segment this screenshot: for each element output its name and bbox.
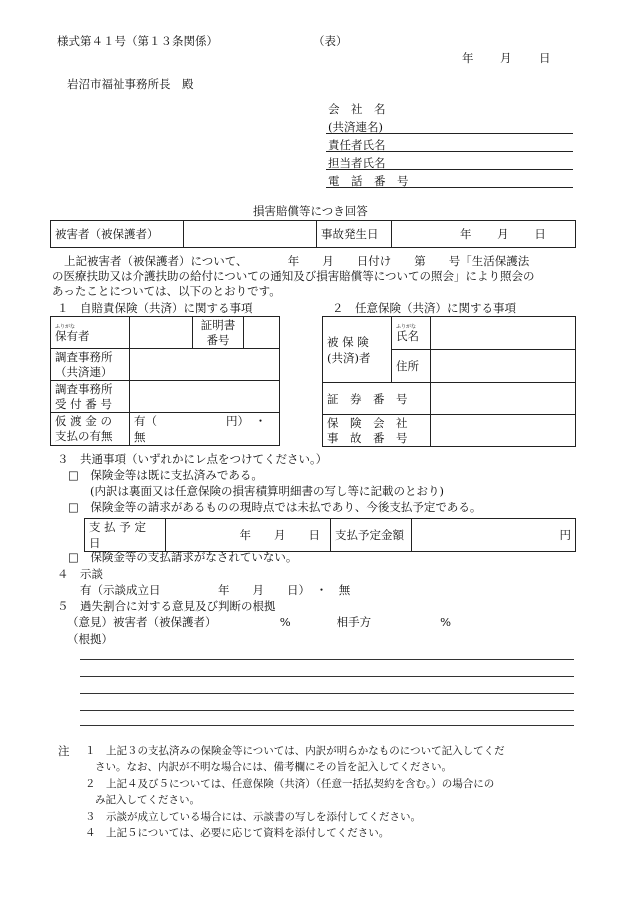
date-day: 日 — [539, 51, 551, 65]
company-label — [323, 415, 431, 447]
settlement-value[interactable]: 有（示談成立日 年 月 日） ・ 無 — [80, 583, 351, 597]
cert-no-label — [193, 317, 244, 349]
accident-month: 月 — [497, 227, 509, 241]
section1-heading: １ 自賠責保険（共済）に関する事項 — [57, 301, 253, 315]
insured-address-value[interactable] — [431, 350, 576, 383]
sender-contact-line — [326, 169, 573, 170]
victim-table — [50, 220, 576, 248]
address-label: 住所 — [392, 350, 431, 383]
sender-responsible-line — [326, 151, 573, 152]
basis-line-4[interactable] — [80, 710, 574, 711]
section2-table — [322, 316, 576, 447]
basis-line-3[interactable] — [80, 693, 574, 694]
check-not-claimed[interactable]: □ 保険金等の支払請求がなされていない。 — [68, 550, 298, 564]
note-1-line-1: １ 上記３の支払済みの保険金等については、内訳が明らかなものについて記入してくだ — [85, 745, 505, 757]
section1-table — [50, 316, 280, 446]
sender-joint-label: (共済連名) — [328, 120, 383, 134]
date-month: 月 — [500, 51, 512, 65]
cert-no-label-1: 証明書 — [200, 317, 236, 332]
sender-company-line — [326, 133, 573, 134]
company-label-2: 事 故 番 号 — [327, 430, 408, 445]
pay-date-label: 支 払 予 定 日 — [85, 519, 166, 552]
section5-heading: ５ 過失割合に対する意見及び判断の根拠 — [57, 599, 276, 613]
note-1-line-2: さい。なお、内訳が不明な場合には、備考欄にその旨を記入してください。 — [95, 761, 452, 773]
holder-value[interactable] — [130, 317, 193, 349]
policy-no-label: 証 券 番 号 — [323, 383, 431, 415]
pay-amount-value[interactable]: 円 — [412, 519, 576, 552]
intro-line-3: あったことについては、以下のとおりです。 — [52, 284, 281, 298]
pay-amount-label: 支払予定金額 — [331, 519, 412, 552]
section3-heading: ３ 共通事項（いずれかにレ点をつけてください。） — [57, 452, 328, 466]
sender-company-label: 会 社 名 — [328, 102, 386, 116]
accident-day: 日 — [534, 227, 546, 241]
office-receipt-label-1: 調査事務所 — [55, 381, 113, 396]
insured-label — [323, 317, 392, 383]
fault-basis-label: （根拠） — [67, 632, 113, 646]
date-year: 年 — [462, 51, 474, 65]
office-receipt-label — [51, 381, 130, 413]
name-ruby: ふりがな — [396, 324, 417, 330]
sender-responsible-label: 責任者氏名 — [328, 138, 386, 152]
notes-label: 注 — [58, 744, 70, 758]
accident-date-label: 事故発生日 — [317, 221, 392, 248]
sender-contact-label: 担当者氏名 — [328, 156, 386, 170]
payment-table — [84, 518, 576, 552]
cert-no-value[interactable] — [244, 317, 280, 349]
advance-label-2: 支払の有無 — [55, 429, 113, 443]
policy-no-value[interactable] — [431, 383, 576, 415]
holder-label — [51, 317, 130, 349]
cert-no-label-2: 番号 — [206, 332, 230, 347]
section4-heading: ４ 示談 — [57, 567, 103, 581]
intro-line-2: の医療扶助又は介護扶助の給付についての通知及び損害賠償等についての照会」により照会の — [52, 269, 535, 283]
office-receipt-label-2: 受 付 番 号 — [55, 396, 112, 411]
office-receipt-value[interactable] — [130, 381, 280, 413]
sender-phone-label: 電 話 番 号 — [328, 174, 409, 188]
victim-label: 被害者（被保護者） — [51, 221, 184, 248]
basis-line-2[interactable] — [80, 676, 574, 677]
fault-opinion[interactable]: （意見）被害者（被保護者） % 相手方 % — [67, 615, 452, 629]
form-side: （表） — [313, 34, 348, 48]
intro-line-1: 上記被害者（被保護者）について、 年 月 日付け 第 号「生活保護法 — [64, 254, 530, 268]
accident-year: 年 — [460, 227, 472, 241]
addressee: 岩沼市福祉事務所長 殿 — [67, 77, 194, 91]
note-2-line-2: み記入してください。 — [95, 794, 200, 806]
office-value[interactable] — [130, 349, 280, 381]
company-value[interactable] — [431, 415, 576, 447]
accident-date-value[interactable] — [392, 221, 576, 248]
check-paid-note: (内訳は裏面又は任意保険の損害積算明細書の写し等に記載のとおり) — [90, 484, 444, 498]
section2-heading: ２ 任意保険（共済）に関する事項 — [332, 301, 516, 315]
pay-date-value[interactable]: 年 月 日 — [166, 519, 331, 552]
holder-text: 保有者 — [55, 328, 90, 343]
advance-label-1: 仮 渡 金 の — [55, 414, 112, 428]
note-3: ３ 示談が成立している場合には、示談書の写しを添付してください。 — [85, 811, 421, 823]
office-label-2: （共済連） — [55, 364, 113, 379]
form-number: 様式第４１号（第１３条関係） — [57, 34, 218, 48]
check-paid[interactable]: □ 保険金等は既に支払済みである。 — [68, 468, 263, 482]
holder-ruby: ふりがな — [55, 323, 76, 330]
basis-line-1[interactable] — [80, 659, 574, 660]
office-label-1: 調査事務所 — [55, 349, 113, 364]
office-label — [51, 349, 130, 381]
note-2-line-1: ２ 上記４及び５については、任意保険（共済）（任意一括払契約を含む。）の場合にの — [85, 778, 495, 790]
insured-name-value[interactable] — [431, 317, 576, 350]
basis-line-5[interactable] — [80, 725, 574, 726]
company-label-1: 保 険 会 社 — [327, 415, 408, 430]
insured-label-2: (共済)者 — [327, 350, 371, 365]
note-4: ４ 上記５については、必要に応じて資料を添付してください。 — [85, 827, 390, 839]
sender-phone-line — [326, 187, 573, 188]
insured-label-1: 被 保 険 — [327, 334, 369, 349]
document-title: 損害賠償等につき回答 — [253, 204, 368, 218]
victim-value[interactable] — [184, 221, 317, 248]
check-unpaid[interactable]: □ 保険金等の請求があるものの現時点では未払であり、今後支払予定である。 — [68, 500, 482, 514]
name-text: 氏名 — [396, 329, 419, 343]
name-label — [392, 317, 431, 350]
advance-value[interactable]: 有（ 円） ・ 無 — [130, 413, 280, 446]
advance-label — [51, 413, 130, 446]
